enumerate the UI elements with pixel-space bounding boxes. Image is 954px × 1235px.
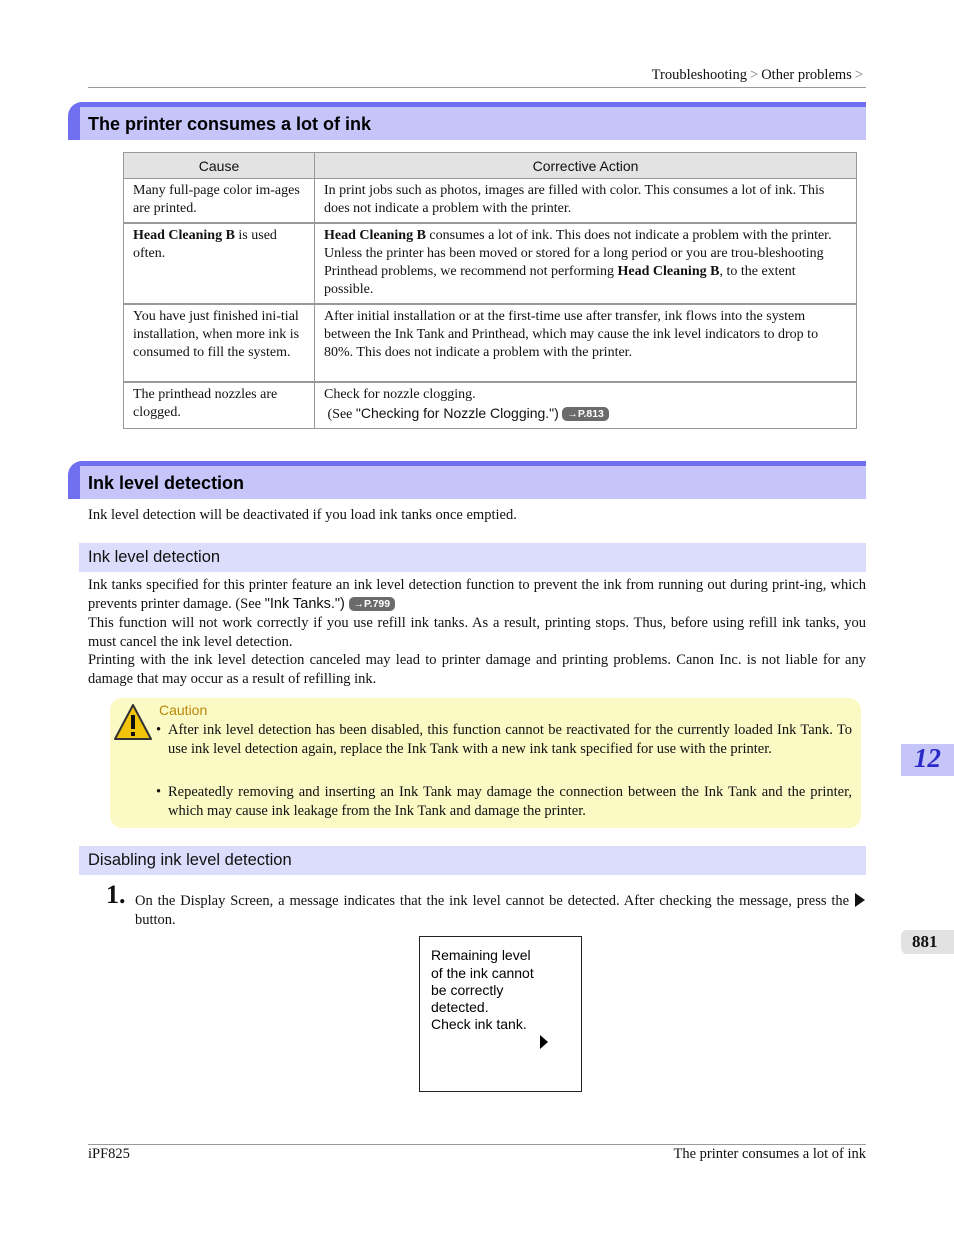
section-title: The printer consumes a lot of ink [88, 114, 372, 134]
footer-section-title: The printer consumes a lot of ink [673, 1146, 866, 1162]
right-arrow-button-icon [854, 893, 866, 907]
caution-text: Repeatedly removing and inserting an Ink Tank may damage the connection between the Ink Tank and the printer, which may cause ink leakage from the Ink Tank and damage the printer. [168, 784, 852, 819]
action-bold-term: Head Cleaning B [617, 264, 720, 279]
nozzle-clogging-link[interactable]: "Checking for Nozzle Clogging.") [355, 405, 559, 421]
column-header-action: Corrective Action [315, 153, 857, 179]
cause-cell [124, 223, 315, 304]
display-line: Remaining level [431, 947, 531, 963]
display-screen [419, 936, 582, 1092]
column-header-cause: Cause [124, 153, 315, 179]
subsection-heading-bar [79, 846, 866, 875]
caution-item [156, 783, 852, 821]
breadcrumb-separator: > [750, 67, 759, 83]
cause-cell: Many full-page color im-ages are printed. [124, 179, 315, 224]
table-row [124, 179, 857, 224]
action-see-reference [324, 404, 847, 424]
page-reference-badge[interactable]: →P.799 [349, 597, 396, 611]
breadcrumb [652, 67, 866, 84]
page-number-tab [901, 930, 954, 954]
right-arrow-icon [539, 1035, 549, 1049]
body-paragraph [88, 576, 866, 614]
breadcrumb-separator: > [854, 67, 863, 83]
subsection-title: Ink level detection [88, 548, 221, 566]
action-bold-term: Head Cleaning B [324, 228, 426, 243]
chapter-tab[interactable] [901, 744, 954, 776]
cause-text: is used often. [133, 228, 277, 261]
display-line: Check ink tank. [431, 1016, 527, 1032]
section-heading-bar [68, 102, 866, 140]
section-heading-bar [68, 461, 866, 499]
subsection-title: Disabling ink level detection [88, 851, 292, 869]
chapter-number: 12 [914, 743, 941, 773]
action-cell [315, 382, 857, 429]
section-title: Ink level detection [88, 473, 245, 493]
table-row [124, 382, 857, 429]
table-header-row [124, 153, 857, 179]
action-text: , to the extent possible. [324, 264, 796, 297]
action-cell: After initial installation or at the first-time use after transfer, ink flows into the system between the Ink Tank and Printhead, which may cause the ink level indicators to drop to 80%. This does not indicate a problem with the printer. [315, 304, 857, 382]
caution-box [110, 698, 861, 828]
display-line: be correctly [431, 982, 504, 998]
action-cell: In print jobs such as photos, images are filled with color. This consumes a lot of ink. This does not indicate a problem with the printer. [315, 179, 857, 224]
header-divider [88, 87, 866, 88]
cause-bold-term: Head Cleaning B [133, 228, 235, 243]
footer-divider [88, 1144, 866, 1145]
intro-paragraph: Ink level detection will be deactivated if you load ink tanks once emptied. [88, 507, 517, 523]
action-text: Check for nozzle clogging. [324, 387, 476, 402]
bullet-icon: • [156, 722, 162, 738]
body-paragraph: This function will not work correctly if you use refill ink tanks. As a result, printing stops. Thus, before using refill ink tanks, you must cancel the ink level detection. [88, 615, 866, 650]
cause-action-table [123, 152, 857, 429]
step-text-part: On the Display Screen, a message indicates that the ink level cannot be detected. After checking the message, press the [135, 893, 854, 909]
display-line: of the ink cannot [431, 965, 534, 981]
cause-cell: You have just finished ini-tial installation, when more ink is consumed to fill the system. [124, 304, 315, 382]
breadcrumb-item-troubleshooting[interactable]: Troubleshooting [651, 67, 748, 83]
cause-cell: The printhead nozzles are clogged. [124, 382, 315, 429]
footer-model: iPF825 [88, 1146, 130, 1162]
page-number: 881 [912, 932, 938, 951]
body-paragraph: Printing with the ink level detection canceled may lead to printer damage and printing problems. Canon Inc. is not liable for any damage that may occur as a result of refilling ink. [88, 652, 866, 687]
warning-icon [113, 703, 153, 741]
display-line: detected. [431, 999, 489, 1015]
table-row [124, 304, 857, 382]
bullet-icon: • [156, 784, 162, 800]
step-text-part: button. [135, 912, 176, 928]
caution-label: Caution [159, 702, 208, 718]
body-text: Ink tanks specified for this printer feature an ink level detection function to prevent the ink from running out during print-ing, which prevents printer damage. (See [88, 577, 866, 612]
subsection-heading-bar [79, 543, 866, 572]
breadcrumb-item-other-problems[interactable]: Other problems [761, 67, 852, 83]
page-reference-badge[interactable]: →P.813 [562, 407, 609, 421]
action-text: consumes a lot of ink. This does not indicate a problem with the printer. Unless the printer has been moved or stored for a long period or you are trou-bleshooting Printhead problems, we recommend not performing [324, 228, 832, 279]
action-cell [315, 223, 857, 304]
caution-item [156, 721, 852, 759]
ink-tanks-link[interactable]: "Ink Tanks.") [264, 596, 345, 612]
see-text: (See [327, 407, 356, 422]
step-text [135, 892, 866, 930]
caution-text: After ink level detection has been disabled, this function cannot be reactivated for the currently loaded Ink Tank. To use ink level detection again, replace the Ink Tank with a new ink tank specified for use with the printer. [168, 722, 852, 757]
table-row [124, 223, 857, 304]
step-number: 1. [106, 880, 126, 909]
